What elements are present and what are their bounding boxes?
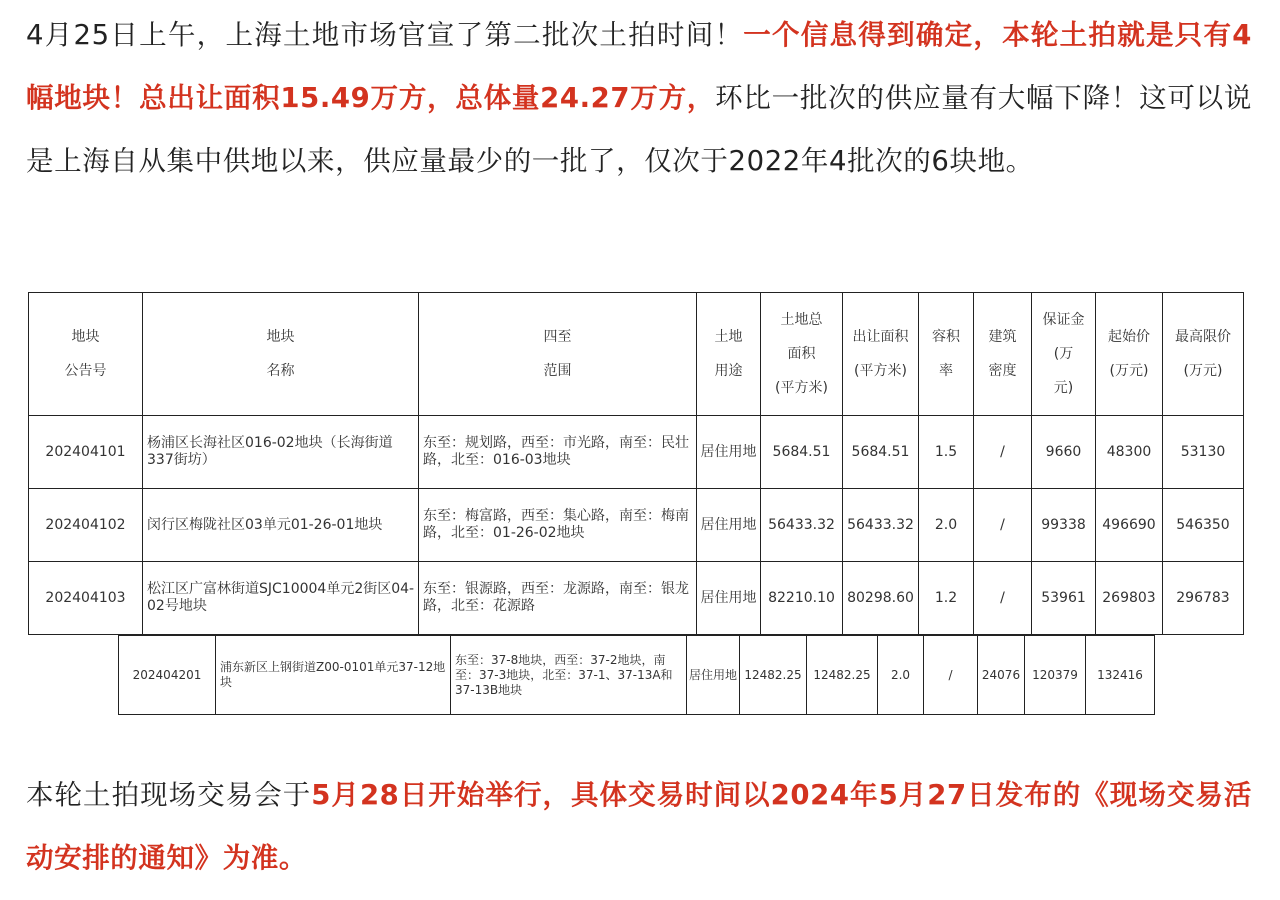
parcel-deposit: 9660 bbox=[1032, 416, 1096, 489]
parcel-code: 202404101 bbox=[29, 416, 143, 489]
land-parcel-table bbox=[28, 292, 1244, 635]
header-line: (平方米) bbox=[775, 380, 828, 396]
parcel-use: 居住用地 bbox=[697, 489, 761, 562]
parcel-start-price: 269803 bbox=[1096, 562, 1163, 635]
header-line: 起始价 bbox=[1108, 329, 1150, 345]
parcel-far: 1.5 bbox=[919, 416, 974, 489]
header-line: 地块 bbox=[71, 329, 100, 345]
header-line: 密度 bbox=[988, 363, 1017, 379]
parcel-sell-area: 12482.25 bbox=[807, 636, 878, 715]
parcel-far: 1.2 bbox=[919, 562, 974, 635]
header-density bbox=[974, 293, 1032, 416]
parcel-code: 202404201 bbox=[119, 636, 216, 715]
parcel-name: 浦东新区上钢街道Z00-0101单元37-12地块 bbox=[216, 636, 451, 715]
parcel-scope: 东至：银源路，西至：龙源路，南至：银龙路，北至：花源路 bbox=[419, 562, 697, 635]
parcel-total-area: 12482.25 bbox=[740, 636, 807, 715]
parcel-density: / bbox=[974, 416, 1032, 489]
parcel-use: 居住用地 bbox=[697, 416, 761, 489]
header-line: 保证金 bbox=[1042, 312, 1085, 328]
parcel-name: 杨浦区长海社区016-02地块（长海街道337街坊） bbox=[143, 416, 419, 489]
parcel-far: 2.0 bbox=[878, 636, 924, 715]
header-line: 建筑 bbox=[988, 329, 1017, 345]
parcel-start-price: 496690 bbox=[1096, 489, 1163, 562]
intro-highlight-1: 一个信息得到确定，本轮土拍就是只有4幅地块！ bbox=[26, 19, 1252, 114]
header-line: 用途 bbox=[714, 363, 743, 379]
header-line: (万元) bbox=[1109, 363, 1149, 379]
header-line: 名称 bbox=[266, 363, 295, 379]
parcel-sell-area: 56433.32 bbox=[843, 489, 919, 562]
intro-text-2: 环比一批次的供应量有大幅下降！这可以说是上海自从集中供地以来，供应量最少的一批了，仅次于2022年4批次的6块地。 bbox=[26, 82, 1252, 177]
parcel-sell-area: 80298.60 bbox=[843, 562, 919, 635]
header-start-price bbox=[1096, 293, 1163, 416]
parcel-deposit: 99338 bbox=[1032, 489, 1096, 562]
parcel-density: / bbox=[974, 489, 1032, 562]
parcel-total-area: 82210.10 bbox=[761, 562, 843, 635]
outro-text-1: 本轮土拍现场交易会于 bbox=[26, 779, 312, 811]
table-header-row bbox=[29, 293, 1244, 416]
header-line: 公告号 bbox=[64, 363, 107, 379]
header-line: 容积 bbox=[932, 329, 960, 345]
header-line: (平方米) bbox=[854, 363, 907, 379]
header-line: 元) bbox=[1053, 380, 1074, 396]
parcel-code: 202404102 bbox=[29, 489, 143, 562]
header-total-area bbox=[761, 293, 843, 416]
parcel-far: 2.0 bbox=[919, 489, 974, 562]
header-deposit bbox=[1032, 293, 1096, 416]
header-sell-area bbox=[843, 293, 919, 416]
header-line: 土地总 bbox=[780, 312, 823, 328]
parcel-use: 居住用地 bbox=[687, 636, 740, 715]
intro-highlight-2: 总出让面积15.49万方，总体量24.27万方， bbox=[139, 82, 716, 114]
parcel-total-area: 56433.32 bbox=[761, 489, 843, 562]
parcel-density: / bbox=[974, 562, 1032, 635]
parcel-name: 松江区广富林街道SJC10004单元2街区04-02号地块 bbox=[143, 562, 419, 635]
table-row bbox=[119, 636, 1155, 715]
header-use bbox=[697, 293, 761, 416]
table-row bbox=[29, 489, 1244, 562]
intro-text-1: 4月25日上午，上海土地市场官宣了第二批次土拍时间！ bbox=[26, 19, 744, 51]
outro-highlight: 5月28日开始举行，具体交易时间以2024年5月27日发布的《现场交易活动安排的通知》为准。 bbox=[26, 779, 1252, 874]
table-row bbox=[29, 416, 1244, 489]
header-line: 最高限价 bbox=[1175, 329, 1231, 345]
parcel-name: 闵行区梅陇社区03单元01-26-01地块 bbox=[143, 489, 419, 562]
header-line: 土地 bbox=[714, 329, 743, 345]
header-line: 四至 bbox=[543, 329, 572, 345]
header-name bbox=[143, 293, 419, 416]
parcel-start-price: 120379 bbox=[1025, 636, 1086, 715]
parcel-code: 202404103 bbox=[29, 562, 143, 635]
header-line: 面积 bbox=[787, 346, 816, 362]
header-line: 范围 bbox=[543, 363, 572, 379]
parcel-max-price: 132416 bbox=[1086, 636, 1155, 715]
header-line: 率 bbox=[939, 363, 953, 379]
parcel-max-price: 546350 bbox=[1163, 489, 1244, 562]
header-code bbox=[29, 293, 143, 416]
header-max-price bbox=[1163, 293, 1244, 416]
land-parcel-table-2 bbox=[118, 635, 1155, 715]
header-scope bbox=[419, 293, 697, 416]
header-line: 出让面积 bbox=[852, 329, 909, 345]
header-line: (万元) bbox=[1183, 363, 1223, 379]
intro-paragraph bbox=[26, 4, 1252, 193]
header-line: 地块 bbox=[266, 329, 295, 345]
parcel-scope: 东至：规划路，西至：市光路，南至：民壮路，北至：016-03地块 bbox=[419, 416, 697, 489]
parcel-sell-area: 5684.51 bbox=[843, 416, 919, 489]
parcel-max-price: 296783 bbox=[1163, 562, 1244, 635]
header-line: (万 bbox=[1053, 346, 1074, 362]
parcel-start-price: 48300 bbox=[1096, 416, 1163, 489]
parcel-scope: 东至：梅富路，西至：集心路，南至：梅南路，北至：01-26-02地块 bbox=[419, 489, 697, 562]
outro-paragraph bbox=[26, 764, 1252, 890]
table-row bbox=[29, 562, 1244, 635]
header-far bbox=[919, 293, 974, 416]
parcel-density: / bbox=[924, 636, 978, 715]
parcel-total-area: 5684.51 bbox=[761, 416, 843, 489]
parcel-deposit: 53961 bbox=[1032, 562, 1096, 635]
parcel-max-price: 53130 bbox=[1163, 416, 1244, 489]
parcel-deposit: 24076 bbox=[978, 636, 1025, 715]
parcel-use: 居住用地 bbox=[697, 562, 761, 635]
parcel-scope: 东至：37-8地块，西至：37-2地块，南至：37-3地块，北至：37-1、37-13A和37-13B地块 bbox=[451, 636, 687, 715]
